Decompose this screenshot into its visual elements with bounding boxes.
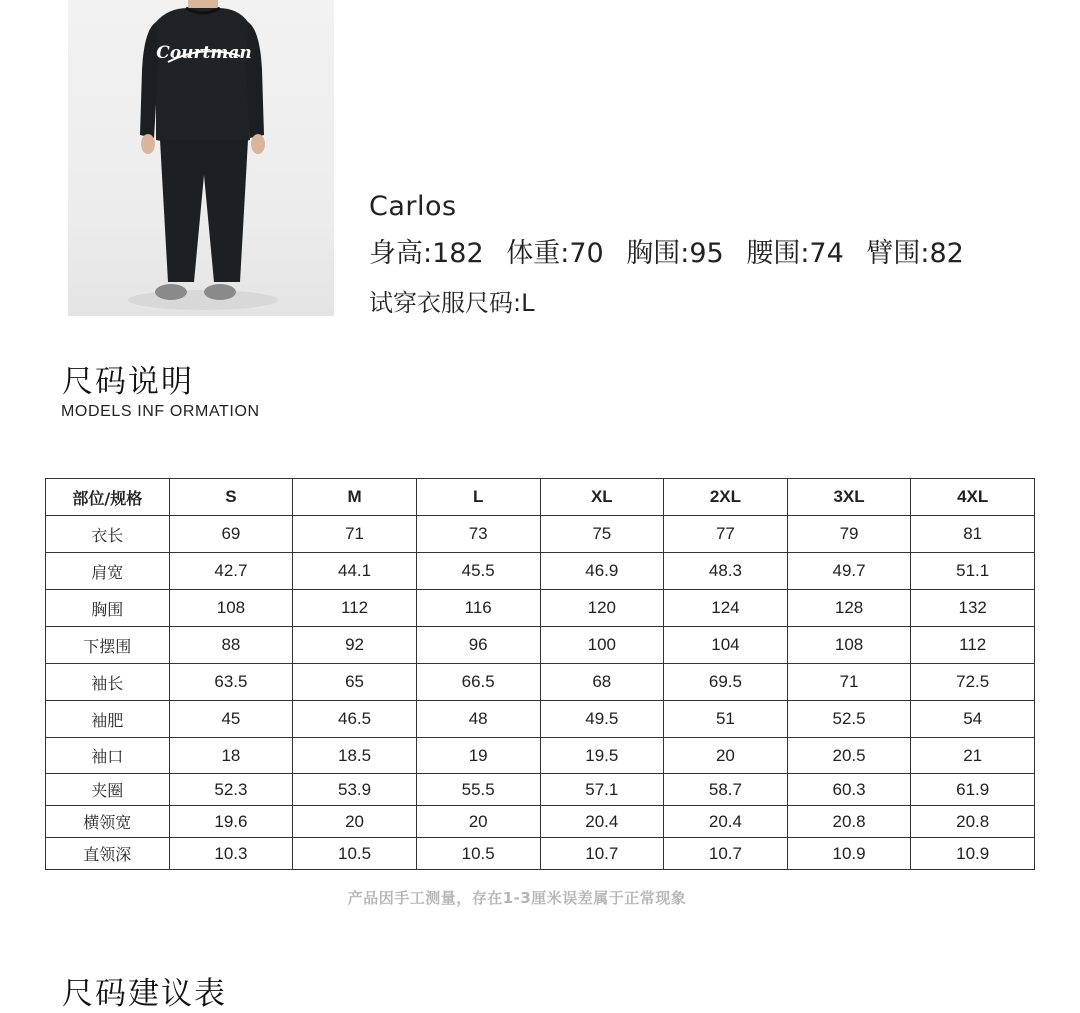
table-row (46, 553, 1035, 590)
size-table (45, 478, 1035, 870)
table-cell: 53.9 (293, 774, 417, 806)
table-cell: 20 (664, 738, 788, 774)
size-section-title: 尺码说明 (62, 364, 194, 400)
table-cell: 55.5 (416, 774, 540, 806)
size-table-body (46, 516, 1035, 870)
table-header-cell: L (416, 479, 540, 516)
table-cell: 18.5 (293, 738, 417, 774)
measurement-note: 产品因手工测量，存在1-3厘米误差属于正常现象 (347, 889, 687, 907)
row-label-cell: 袖肥 (46, 701, 170, 738)
model-name: Carlos (369, 191, 457, 222)
table-cell: 79 (787, 516, 911, 553)
suggestion-section-title: 尺码建议表 (62, 976, 227, 1012)
row-label-cell: 横领宽 (46, 806, 170, 838)
table-header-row (46, 479, 1035, 516)
table-row (46, 516, 1035, 553)
table-cell: 132 (911, 590, 1035, 627)
table-row (46, 590, 1035, 627)
table-cell: 10.9 (787, 838, 911, 870)
table-cell: 61.9 (911, 774, 1035, 806)
table-cell: 116 (416, 590, 540, 627)
table-cell: 52.5 (787, 701, 911, 738)
table-cell: 128 (787, 590, 911, 627)
table-cell: 10.7 (664, 838, 788, 870)
row-label-cell: 胸围 (46, 590, 170, 627)
table-cell: 10.3 (169, 838, 293, 870)
table-cell: 20 (416, 806, 540, 838)
table-header-cell: 4XL (911, 479, 1035, 516)
table-row (46, 838, 1035, 870)
table-row (46, 627, 1035, 664)
table-cell: 20.4 (664, 806, 788, 838)
table-header-cell: M (293, 479, 417, 516)
table-cell: 100 (540, 627, 664, 664)
row-label-cell: 袖口 (46, 738, 170, 774)
table-cell: 46.5 (293, 701, 417, 738)
table-cell: 60.3 (787, 774, 911, 806)
table-cell: 88 (169, 627, 293, 664)
table-cell: 104 (664, 627, 788, 664)
model-waist: 腰围:74 (746, 238, 844, 269)
table-cell: 10.9 (911, 838, 1035, 870)
table-cell: 10.5 (416, 838, 540, 870)
model-stats (369, 237, 978, 271)
table-cell: 112 (293, 590, 417, 627)
table-cell: 108 (787, 627, 911, 664)
table-cell: 51 (664, 701, 788, 738)
table-cell: 20.4 (540, 806, 664, 838)
table-cell: 73 (416, 516, 540, 553)
size-section-subtitle: MODELS INF ORMATION (61, 403, 260, 420)
table-cell: 71 (293, 516, 417, 553)
table-cell: 58.7 (664, 774, 788, 806)
table-cell: 46.9 (540, 553, 664, 590)
table-cell: 44.1 (293, 553, 417, 590)
table-cell: 124 (664, 590, 788, 627)
table-cell: 45.5 (416, 553, 540, 590)
model-info (369, 190, 964, 317)
table-row (46, 774, 1035, 806)
table-cell: 10.7 (540, 838, 664, 870)
table-row (46, 701, 1035, 738)
table-cell: 52.3 (169, 774, 293, 806)
row-label-cell: 袖长 (46, 664, 170, 701)
row-label-cell: 肩宽 (46, 553, 170, 590)
model-height: 身高:182 (369, 238, 484, 269)
table-cell: 49.7 (787, 553, 911, 590)
table-cell: 18 (169, 738, 293, 774)
table-cell: 68 (540, 664, 664, 701)
row-label-cell: 衣长 (46, 516, 170, 553)
table-cell: 51.1 (911, 553, 1035, 590)
table-row (46, 806, 1035, 838)
table-cell: 42.7 (169, 553, 293, 590)
model-tried-size: 试穿衣服尺码:L (369, 289, 535, 317)
table-cell: 69.5 (664, 664, 788, 701)
model-arm: 臂围:82 (866, 238, 964, 269)
table-cell: 63.5 (169, 664, 293, 701)
table-header-cell: 3XL (787, 479, 911, 516)
model-illustration (68, 0, 334, 316)
table-cell: 20.8 (787, 806, 911, 838)
model-weight: 体重:70 (506, 238, 604, 269)
table-cell: 45 (169, 701, 293, 738)
model-photo (68, 0, 334, 316)
table-cell: 108 (169, 590, 293, 627)
table-cell: 48.3 (664, 553, 788, 590)
table-cell: 72.5 (911, 664, 1035, 701)
table-cell: 48 (416, 701, 540, 738)
row-label-cell: 夹圈 (46, 774, 170, 806)
table-cell: 92 (293, 627, 417, 664)
table-cell: 19.5 (540, 738, 664, 774)
table-cell: 20.5 (787, 738, 911, 774)
table-cell: 10.5 (293, 838, 417, 870)
table-cell: 66.5 (416, 664, 540, 701)
table-cell: 71 (787, 664, 911, 701)
table-cell: 20.8 (911, 806, 1035, 838)
table-cell: 112 (911, 627, 1035, 664)
table-header-cell: S (169, 479, 293, 516)
table-cell: 77 (664, 516, 788, 553)
table-row (46, 664, 1035, 701)
table-header-cell: 部位/规格 (46, 479, 170, 516)
table-header-cell: 2XL (664, 479, 788, 516)
table-cell: 57.1 (540, 774, 664, 806)
table-cell: 81 (911, 516, 1035, 553)
table-cell: 54 (911, 701, 1035, 738)
table-cell: 69 (169, 516, 293, 553)
table-cell: 49.5 (540, 701, 664, 738)
table-cell: 20 (293, 806, 417, 838)
table-cell: 21 (911, 738, 1035, 774)
table-cell: 75 (540, 516, 664, 553)
table-cell: 96 (416, 627, 540, 664)
model-chest: 胸围:95 (626, 238, 724, 269)
table-cell: 19.6 (169, 806, 293, 838)
table-cell: 19 (416, 738, 540, 774)
shirt-print-text: Courtman (156, 43, 252, 63)
row-label-cell: 下摆围 (46, 627, 170, 664)
table-row (46, 738, 1035, 774)
row-label-cell: 直领深 (46, 838, 170, 870)
table-cell: 120 (540, 590, 664, 627)
table-header-cell: XL (540, 479, 664, 516)
table-cell: 65 (293, 664, 417, 701)
